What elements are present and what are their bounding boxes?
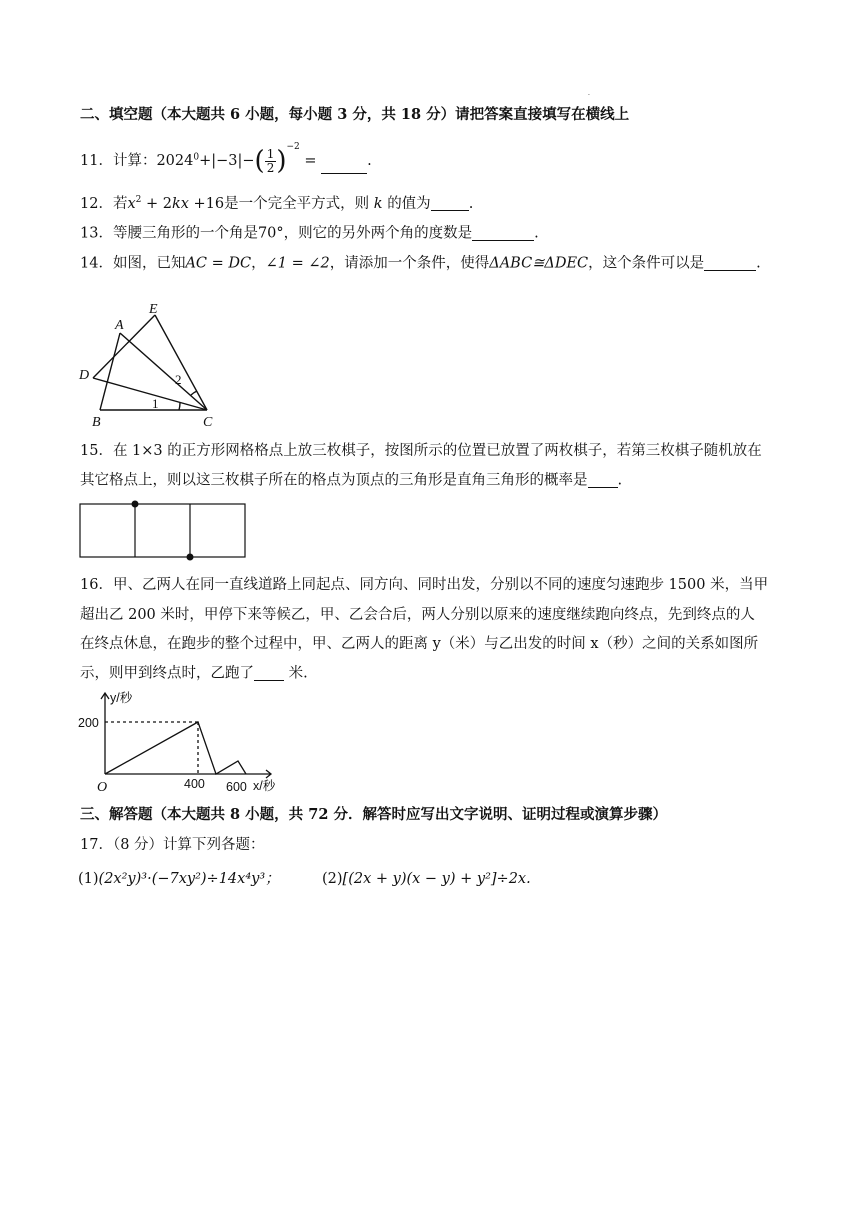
q17-part2-label: (2): [322, 871, 343, 887]
right-paren: ): [276, 146, 287, 177]
answer-blank[interactable]: [321, 159, 367, 174]
q13-end: .: [534, 225, 539, 242]
label-angle-1: 1: [152, 396, 159, 411]
question-12: [80, 196, 473, 211]
q12-var-k2: k: [373, 195, 383, 212]
x-tick-600: 600: [226, 780, 247, 794]
angle-2-arc: [191, 391, 197, 395]
q12-end: .: [468, 195, 474, 212]
question-16-line4: [80, 666, 308, 681]
triangle-figure: [75, 295, 235, 435]
q14-text2: ，请添加一个条件，使得: [329, 255, 490, 272]
section-heading-fill-in: 二、填空题（本大题共 6 小题，每小题 3 分，共 18 分）请把答案直接填写在横线上: [80, 106, 630, 123]
question-17-part1: [78, 872, 280, 887]
q12-var-x2: x: [180, 195, 189, 212]
question-17-part2: [322, 872, 531, 887]
label-B: B: [92, 415, 101, 430]
fraction-numerator: 1: [266, 147, 275, 161]
q16-text: 示，则甲到终点时，乙跑了: [80, 665, 254, 682]
answer-blank[interactable]: [588, 473, 618, 488]
left-paren: (: [254, 146, 265, 177]
question-15-line2: [80, 473, 622, 488]
q17-part1-expr: (2x²y)³·(−7xy²)÷14x⁴y³；: [98, 871, 280, 887]
question-17-title: 17．（8 分）计算下列各题：: [80, 837, 265, 853]
segment-ED: [93, 315, 155, 378]
x-axis-label: x/秒: [253, 779, 276, 793]
angle-1-arc: [179, 403, 180, 410]
x-tick-400: 400: [184, 777, 205, 791]
answer-blank[interactable]: [472, 226, 534, 241]
fraction-denominator: 2: [266, 160, 275, 175]
segment-AB: [100, 333, 120, 410]
answer-blank[interactable]: [431, 196, 469, 211]
q12-term: + 2: [141, 195, 172, 212]
q12-var-k: k: [171, 195, 181, 212]
q15-end: .: [617, 472, 623, 489]
q12-mid: 是一个完全平方式，则: [224, 195, 370, 212]
q17-part1-label: (1): [78, 871, 99, 887]
y-tick-200: 200: [78, 716, 99, 730]
grid-outline: [80, 504, 245, 557]
distance-time-graph: [70, 688, 290, 798]
q16-end: 米.: [288, 665, 308, 682]
q11-base: 2024: [156, 153, 194, 170]
label-E: E: [149, 302, 158, 317]
q17-part2-expr: [(2x + y)(x − y) + y²]÷2x.: [342, 871, 531, 887]
question-16-line3: 在终点休息，在跑步的整个过程中，甲、乙两人的距离 y（米）与乙出发的时间 x（秒）之间的关系如图所: [80, 636, 759, 652]
y-axis-label: y/秒: [110, 691, 133, 705]
grid-figure: [76, 498, 250, 562]
q13-text: 13．等腰三角形的一个角是70°，则它的另外两个角的度数是: [80, 225, 473, 242]
question-11: [80, 142, 372, 177]
q14-cond2: ∠1 = ∠2: [265, 255, 330, 272]
chess-piece-2: [187, 554, 194, 561]
q14-text1: 14．如图，已知: [80, 255, 186, 272]
q12-exp: 2: [135, 195, 142, 205]
q14-congruence: ΔABC≅ΔDEC: [489, 255, 589, 272]
q12-tail: 的值为: [387, 195, 431, 212]
label-C: C: [203, 415, 213, 430]
q14-sep: ，: [251, 255, 266, 272]
q14-text3: ，这个条件可以是: [588, 255, 705, 272]
label-A: A: [115, 318, 124, 333]
distance-line: [105, 722, 246, 774]
answer-blank[interactable]: [254, 666, 284, 681]
q11-abs: +|−3|−: [199, 153, 255, 170]
question-13: [80, 226, 539, 241]
question-16-line1: 16．甲、乙两人在同一直线道路上同起点、同方向、同时出发，分别以不同的速度匀速跑步 1500 米，当甲: [80, 577, 769, 593]
q11-fraction: [265, 148, 277, 174]
section-heading-solutions: 三、解答题（本大题共 8 小题，共 72 分．解答时应写出文字说明、证明过程或演算步骤）: [80, 806, 667, 823]
label-angle-2: 2: [175, 372, 182, 387]
stray-mark: ·: [588, 92, 590, 99]
q12-var-x: x: [127, 195, 136, 212]
answer-blank[interactable]: [704, 256, 756, 271]
origin-label: O: [97, 780, 108, 795]
q11-equals: =: [304, 153, 317, 170]
q11-exp: −2: [286, 142, 300, 153]
question-15-line1: 15．在 1×3 的正方形网格格点上放三枚棋子，按图所示的位置已放置了两枚棋子，若第三枚棋子随机放在: [80, 443, 762, 459]
q11-prefix: 11．计算：: [80, 153, 157, 170]
q11-exp0: 0: [193, 152, 200, 163]
q15-text: 其它格点上，则以这三枚棋子所在的格点为顶点的三角形是直角三角形的概率是: [80, 472, 588, 489]
question-16-line2: 超出乙 200 米时，甲停下来等候乙，甲、乙会合后，两人分别以原来的速度继续跑向终点，先到终点的人: [80, 607, 755, 623]
question-14: [80, 256, 761, 271]
q12-prefix: 12．若: [80, 195, 128, 212]
q14-end: .: [756, 255, 761, 272]
segment-EC: [155, 315, 207, 410]
q14-cond1: AC = DC: [185, 255, 252, 272]
chess-piece-1: [132, 501, 139, 508]
label-D: D: [79, 368, 90, 383]
q12-const: +16: [188, 195, 225, 212]
q11-end: .: [367, 153, 372, 170]
